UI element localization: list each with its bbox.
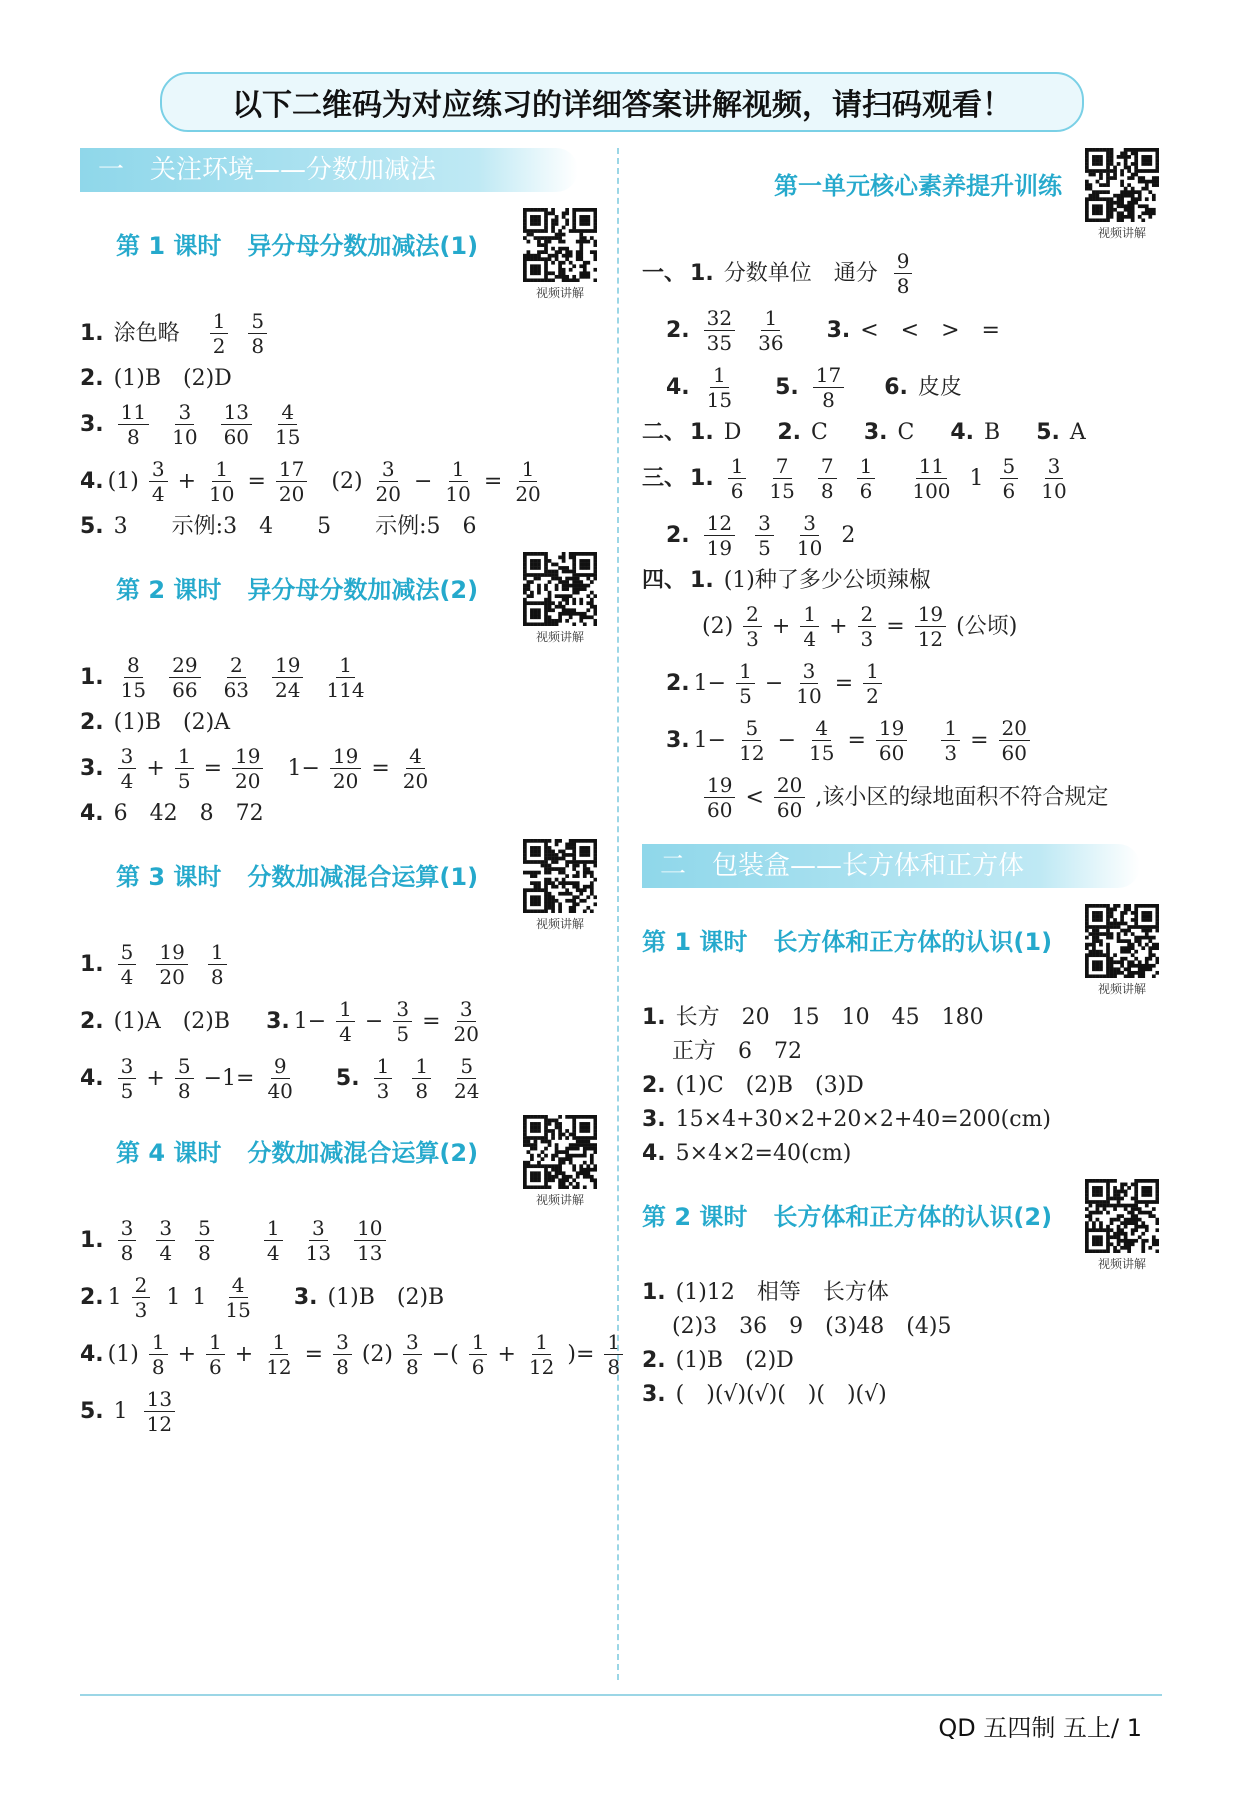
page-footer: QD 五四制 五上/ 1 [938, 1714, 1142, 1742]
answer-row: 2. 1 − $\frac{1}{5}$ − $\frac{3}{10}$ = $\frac{1}{2}$ [642, 661, 1162, 706]
qr-code-icon [1085, 148, 1159, 222]
qr-code-icon [523, 208, 597, 282]
qr-code-icon [1085, 904, 1159, 978]
answer-row: 3. $\frac{3}{4}$ + $\frac{1}{5}$ = $\frac{19}{20}$ 1 − $\frac{19}{20}$ = $\frac{4}{20}$ [80, 744, 429, 793]
answer-row: 2. $\frac{32}{35}$ $\frac{1}{36}$ 3. < < > = [666, 306, 1000, 355]
answer-row: 5. 1 $\frac{13}{12}$ [80, 1389, 600, 1434]
unit-1-band [80, 148, 578, 192]
fraction: $\frac{3}{10}$ [172, 400, 198, 449]
answer-row: $\frac{19}{60}$ < $\frac{20}{60}$ ,该小区的绿地面积不符合规定 [642, 775, 1162, 820]
answer-row: 1. (1)12 相等 长方体 [642, 1280, 889, 1305]
answer-row: 2. (1)B (2)D [642, 1348, 794, 1373]
lesson-title: 第 4 课时 分数加减混合运算(2) [116, 1139, 479, 1167]
answer-row: 三、 1. $\frac{1}{6}$ $\frac{7}{15}$ $\frac{7}{8}$ $\frac{1}{6}$ $\frac{11}{100}$ 1 $\frac{5}{6}$ $\frac{3}{10}$ [642, 454, 1067, 503]
answer-row: 二、 1. D 2. C 3. C 4. B 5. A [642, 420, 1086, 445]
answer-row: 一、 1. 分数单位 通分 $\frac{9}{8}$ [642, 251, 1162, 296]
answer-row: 1. $\frac{8}{15}$ $\frac{29}{66}$ $\frac{2}{63}$ $\frac{19}{24}$ $\frac{1}{114}$ [80, 653, 365, 702]
answer-row: 4. $\frac{3}{5}$ + $\frac{5}{8}$ − 1 = $\frac{9}{40}$ 5. $\frac{1}{3}$ $\frac{1}{8}$ $\frac{5}{24}$ [80, 1054, 480, 1103]
lesson-header [642, 904, 1162, 997]
answer-row: 正方 6 72 [672, 1039, 802, 1064]
qr-code-icon [523, 1115, 597, 1189]
lesson-title: 第 2 课时 长方体和正方体的认识(2) [642, 1203, 1053, 1231]
qr-code[interactable]: 视频讲解 [1082, 1179, 1162, 1272]
lesson-title: 第 2 课时 异分母分数加减法(2) [116, 576, 479, 604]
qr-code-icon [1085, 1179, 1159, 1253]
answer-row: 3. 1 − $\frac{5}{12}$ − $\frac{4}{15}$ = $\frac{19}{60}$ $\frac{1}{3}$ = $\frac{20}{60}$ [642, 718, 1162, 763]
answer-row: 3. 15×4+30×2+20×2+40=200(cm) [642, 1107, 1052, 1132]
answer-row: 4. 5×4×2=40(cm) [642, 1141, 852, 1166]
answer-row: 2. (1)B (2)D [80, 366, 232, 391]
answer-row: 5. 3 示例:3 4 5 示例:5 6 [80, 514, 477, 539]
qr-code[interactable]: 视频讲解 [520, 552, 600, 645]
qr-code[interactable]: 视频讲解 [1082, 148, 1162, 241]
fraction: $\frac{4}{15}$ [275, 400, 301, 449]
answer-row: 4. (1) $\frac{3}{4}$ + $\frac{1}{10}$ = $\frac{17}{20}$ (2) $\frac{3}{20}$ − $\frac{1}{10}$ = $\frac{1}{20}$ [80, 457, 541, 506]
left-column [80, 148, 621, 1446]
qr-code[interactable]: 视频讲解 [1082, 904, 1162, 997]
lesson-header [80, 1115, 600, 1208]
answer-row: 2. (1)C (2)B (3)D [642, 1073, 864, 1098]
column-divider [617, 148, 619, 1680]
answer-row: 3. ( )(√)(√)( )( )(√) [642, 1382, 887, 1407]
unit-title: 关注环境——分数加减法 [150, 155, 437, 185]
answer-row: 4. 6 42 8 72 [80, 801, 264, 826]
answer-row: 1. $\frac{5}{4}$ $\frac{19}{20}$ $\frac{1}{8}$ [80, 942, 600, 987]
lesson-title: 第 1 课时 异分母分数加减法(1) [116, 232, 479, 260]
lesson-header [80, 552, 600, 645]
answer-row: 1. 长方 20 15 10 45 180 [642, 1005, 984, 1030]
lesson-header [642, 1179, 1162, 1272]
right-column [642, 148, 1162, 1418]
footer-line [80, 1694, 1162, 1696]
qr-code-icon [523, 839, 597, 913]
answer-row: 4. $\frac{1}{15}$ 5. $\frac{17}{8}$ 6. 皮皮 [666, 363, 962, 412]
qr-code[interactable]: 视频讲解 [520, 839, 600, 932]
core-header [642, 148, 1162, 241]
answer-row: 2. (1)B (2)A [80, 710, 231, 735]
answer-row: 2. (1)A (2)B 3. 1 − $\frac{1}{4}$ − $\frac{3}{5}$ = $\frac{3}{20}$ [80, 997, 479, 1046]
lesson-title: 第 3 课时 分数加减混合运算(1) [116, 863, 479, 891]
lesson-header [80, 839, 600, 932]
core-title: 第一单元核心素养提升训练 [774, 172, 1062, 200]
qr-code-icon [523, 552, 597, 626]
lesson-header [80, 208, 600, 301]
answer-row: (2) $\frac{2}{3}$ + $\frac{1}{4}$ + $\frac{2}{3}$ = $\frac{19}{12}$ (公顷) [702, 602, 1018, 651]
fraction: $\frac{5}{8}$ [248, 311, 267, 356]
answer-row: 2. $\frac{12}{19}$ $\frac{3}{5}$ $\frac{3}{10}$ 2 [666, 511, 856, 560]
answer-row: (2)3 36 9 (3)48 (4)5 [672, 1314, 952, 1339]
qr-code[interactable]: 视频讲解 [520, 1115, 600, 1208]
answer-row: 3. $\frac{11}{8}$ $\frac{3}{10}$ $\frac{13}{60}$ $\frac{4}{15}$ [80, 402, 600, 447]
answer-row: 四、 1. (1)种了多少公顷辣椒 [642, 568, 931, 593]
fraction: $\frac{1}{2}$ [210, 311, 229, 356]
lesson-title: 第 1 课时 长方体和正方体的认识(1) [642, 928, 1053, 956]
fraction: $\frac{13}{60}$ [221, 402, 252, 447]
banner: 以下二维码为对应练习的详细答案讲解视频，请扫码观看！ [160, 72, 1084, 132]
unit-2-band: 二 包装盒——长方体和正方体 [642, 844, 1140, 888]
unit-num: 一 [98, 155, 125, 185]
answer-row: 4. (1) $\frac{1}{8}$ + $\frac{1}{6}$ + $\frac{1}{12}$ = $\frac{3}{8}$ (2) $\frac{3}{8}$ −( $\frac{1}{6}$ + $\frac{1}{12}$ )= $\frac{1}{8}$ [80, 1332, 600, 1377]
qr-code[interactable] [520, 208, 600, 301]
answer-row: 1. 涂色略 $\frac{1}{2}$ $\frac{5}{8}$ [80, 311, 600, 356]
answer-row: 2. 1 $\frac{2}{3}$ 1 1 $\frac{4}{15}$ 3. (1)B (2)B [80, 1273, 445, 1322]
qr-caption: 视频讲解 [535, 286, 584, 300]
fraction: $\frac{11}{8}$ [118, 402, 149, 447]
answer-row: 1. $\frac{3}{8}$ $\frac{3}{4}$ $\frac{5}{8}$ $\frac{1}{4}$ $\frac{3}{13}$ $\frac{10}{13}$ [80, 1218, 600, 1263]
